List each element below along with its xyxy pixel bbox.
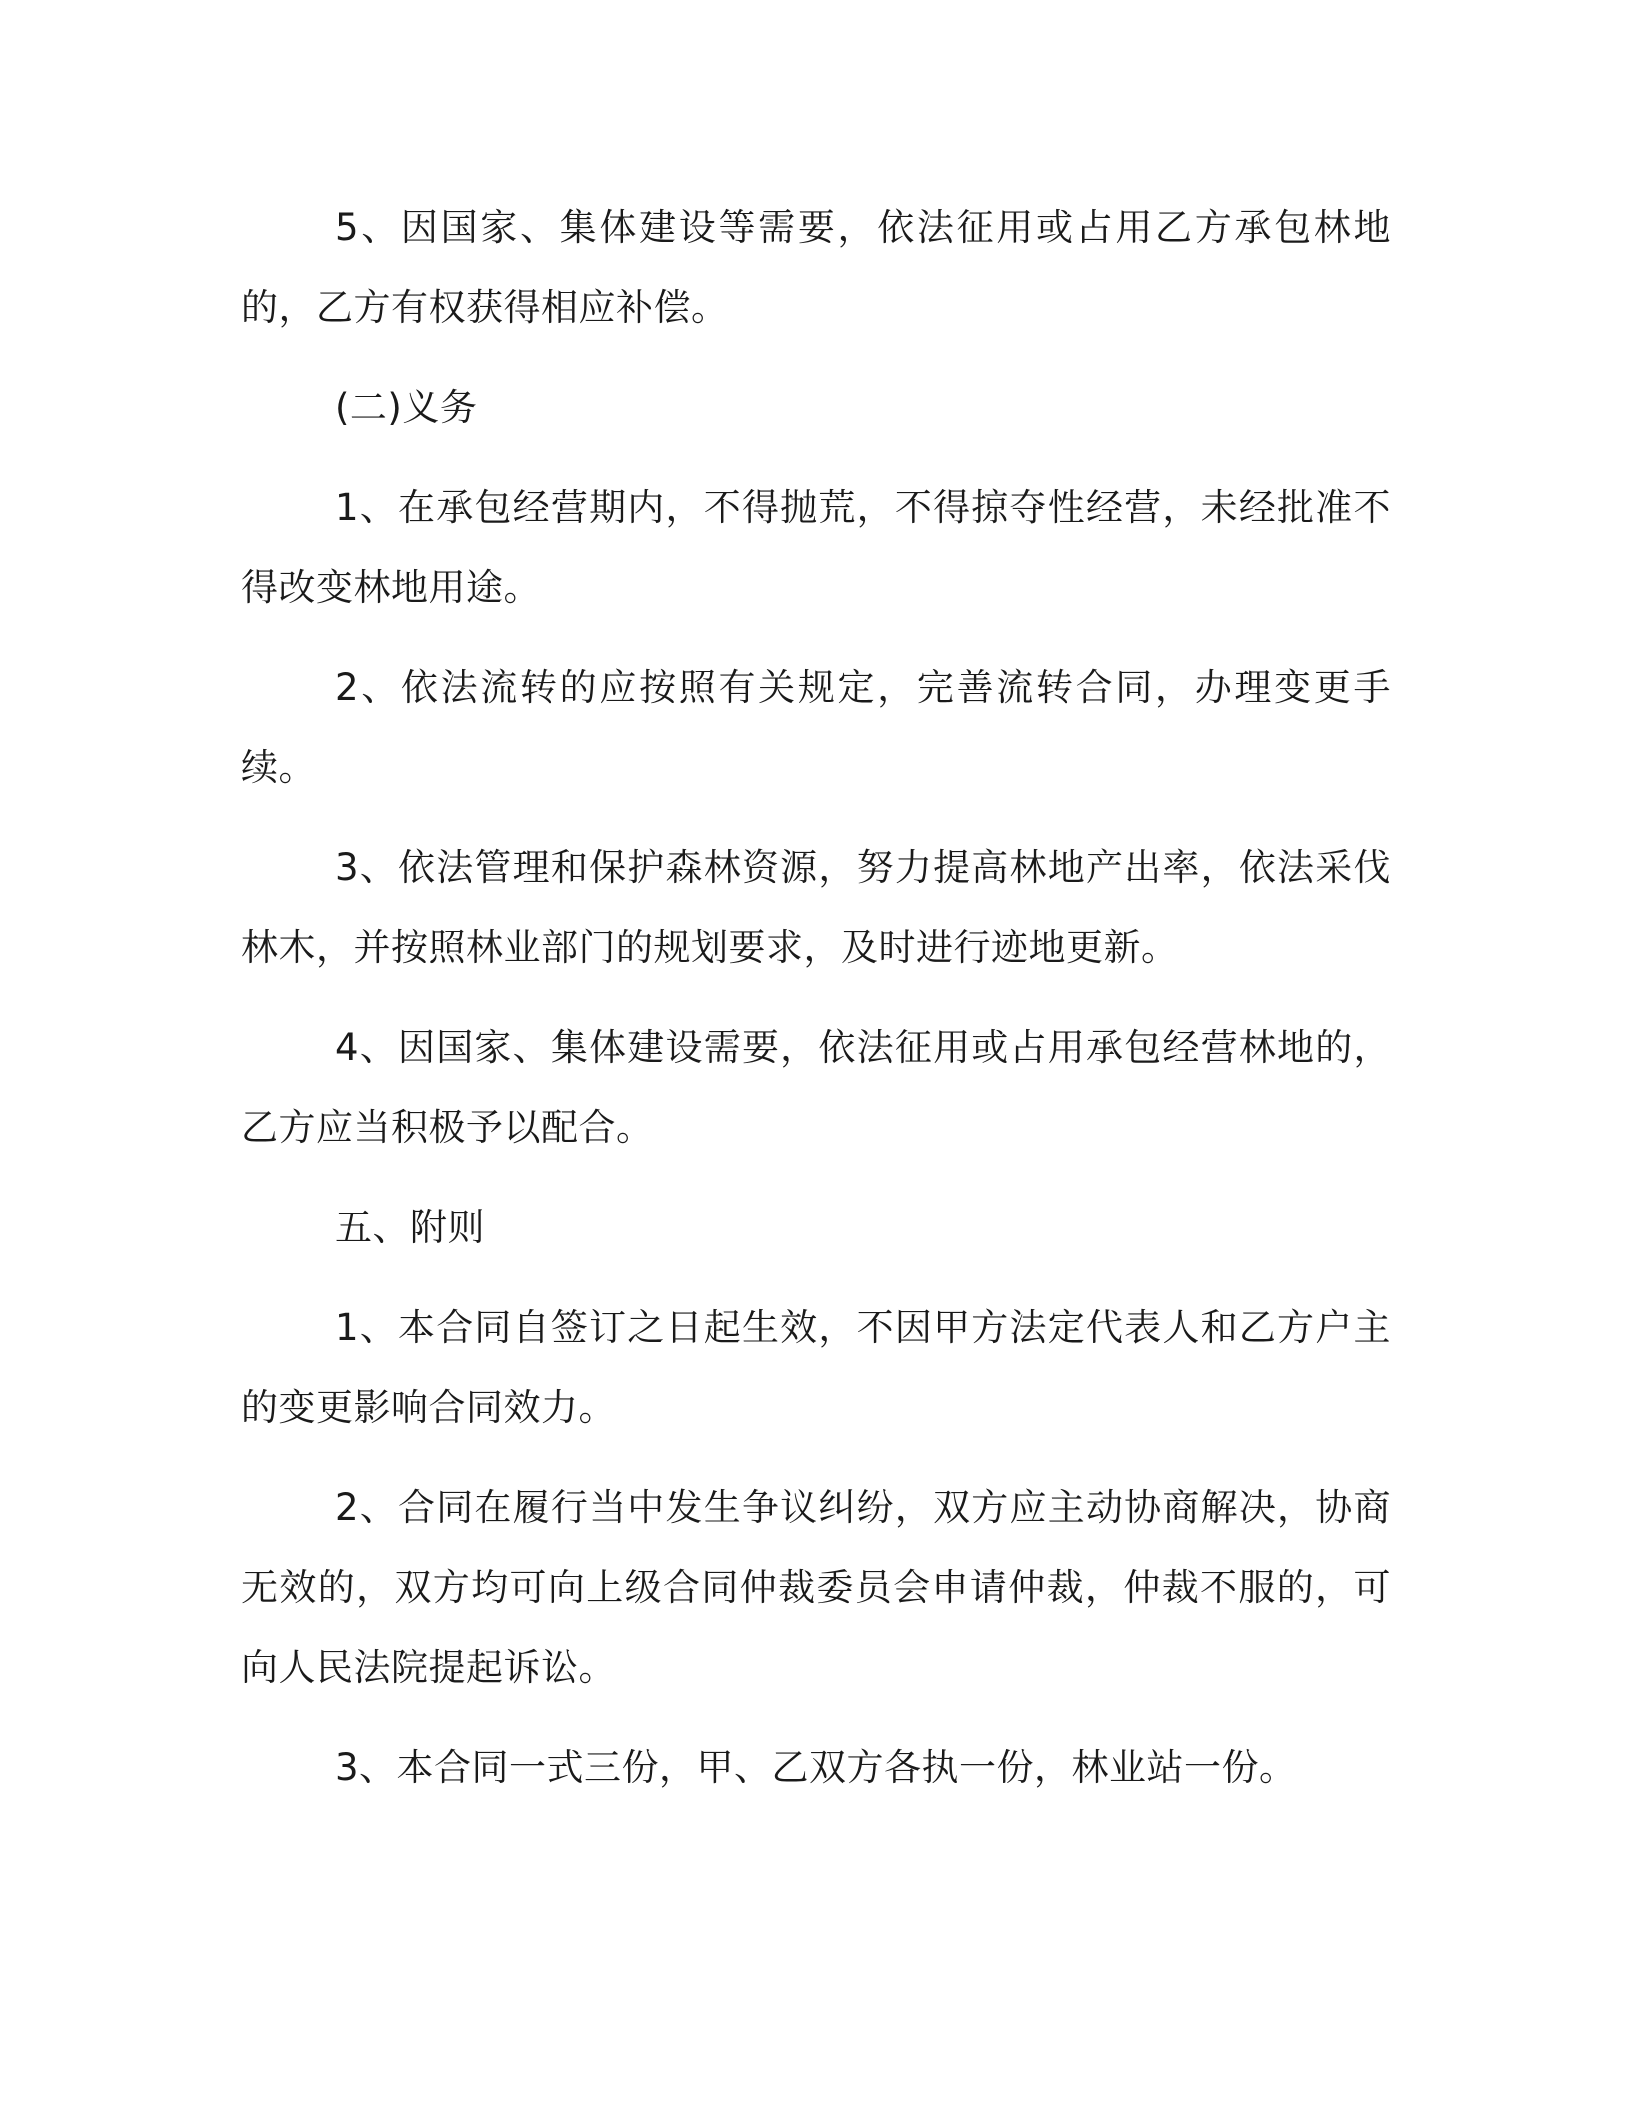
clause-obligation-4: 4、因国家、集体建设需要，依法征用或占用承包经营林地的，乙方应当积极予以配合。 bbox=[241, 1026, 1391, 1149]
section-heading-obligations: (二)义务 bbox=[335, 386, 478, 429]
clause-obligation-2: 2、依法流转的应按照有关规定，完善流转合同，办理变更手续。 bbox=[241, 666, 1391, 789]
clause-supplementary-3: 3、本合同一式三份，甲、乙双方各执一份，林业站一份。 bbox=[335, 1746, 1297, 1789]
clause-rights-5: 5、因国家、集体建设等需要，依法征用或占用乙方承包林地的，乙方有权获得相应补偿。 bbox=[241, 206, 1391, 329]
clause-supplementary-2: 2、合同在履行当中发生争议纠纷，双方应主动协商解决，协商无效的，双方均可向上级合同仲裁委员会申请仲裁，仲裁不服的，可向人民法院提起诉讼。 bbox=[241, 1486, 1391, 1689]
clause-obligation-3: 3、依法管理和保护森林资源，努力提高林地产出率，依法采伐林木，并按照林业部门的规划要求，及时进行迹地更新。 bbox=[241, 846, 1391, 969]
document-body bbox=[241, 188, 1391, 1828]
clause-obligation-1: 1、在承包经营期内，不得抛荒，不得掠夺性经营，未经批准不得改变林地用途。 bbox=[241, 486, 1391, 609]
clause-supplementary-1: 1、本合同自签订之日起生效，不因甲方法定代表人和乙方户主的变更影响合同效力。 bbox=[241, 1306, 1391, 1429]
section-heading-supplementary: 五、附则 bbox=[335, 1206, 485, 1249]
